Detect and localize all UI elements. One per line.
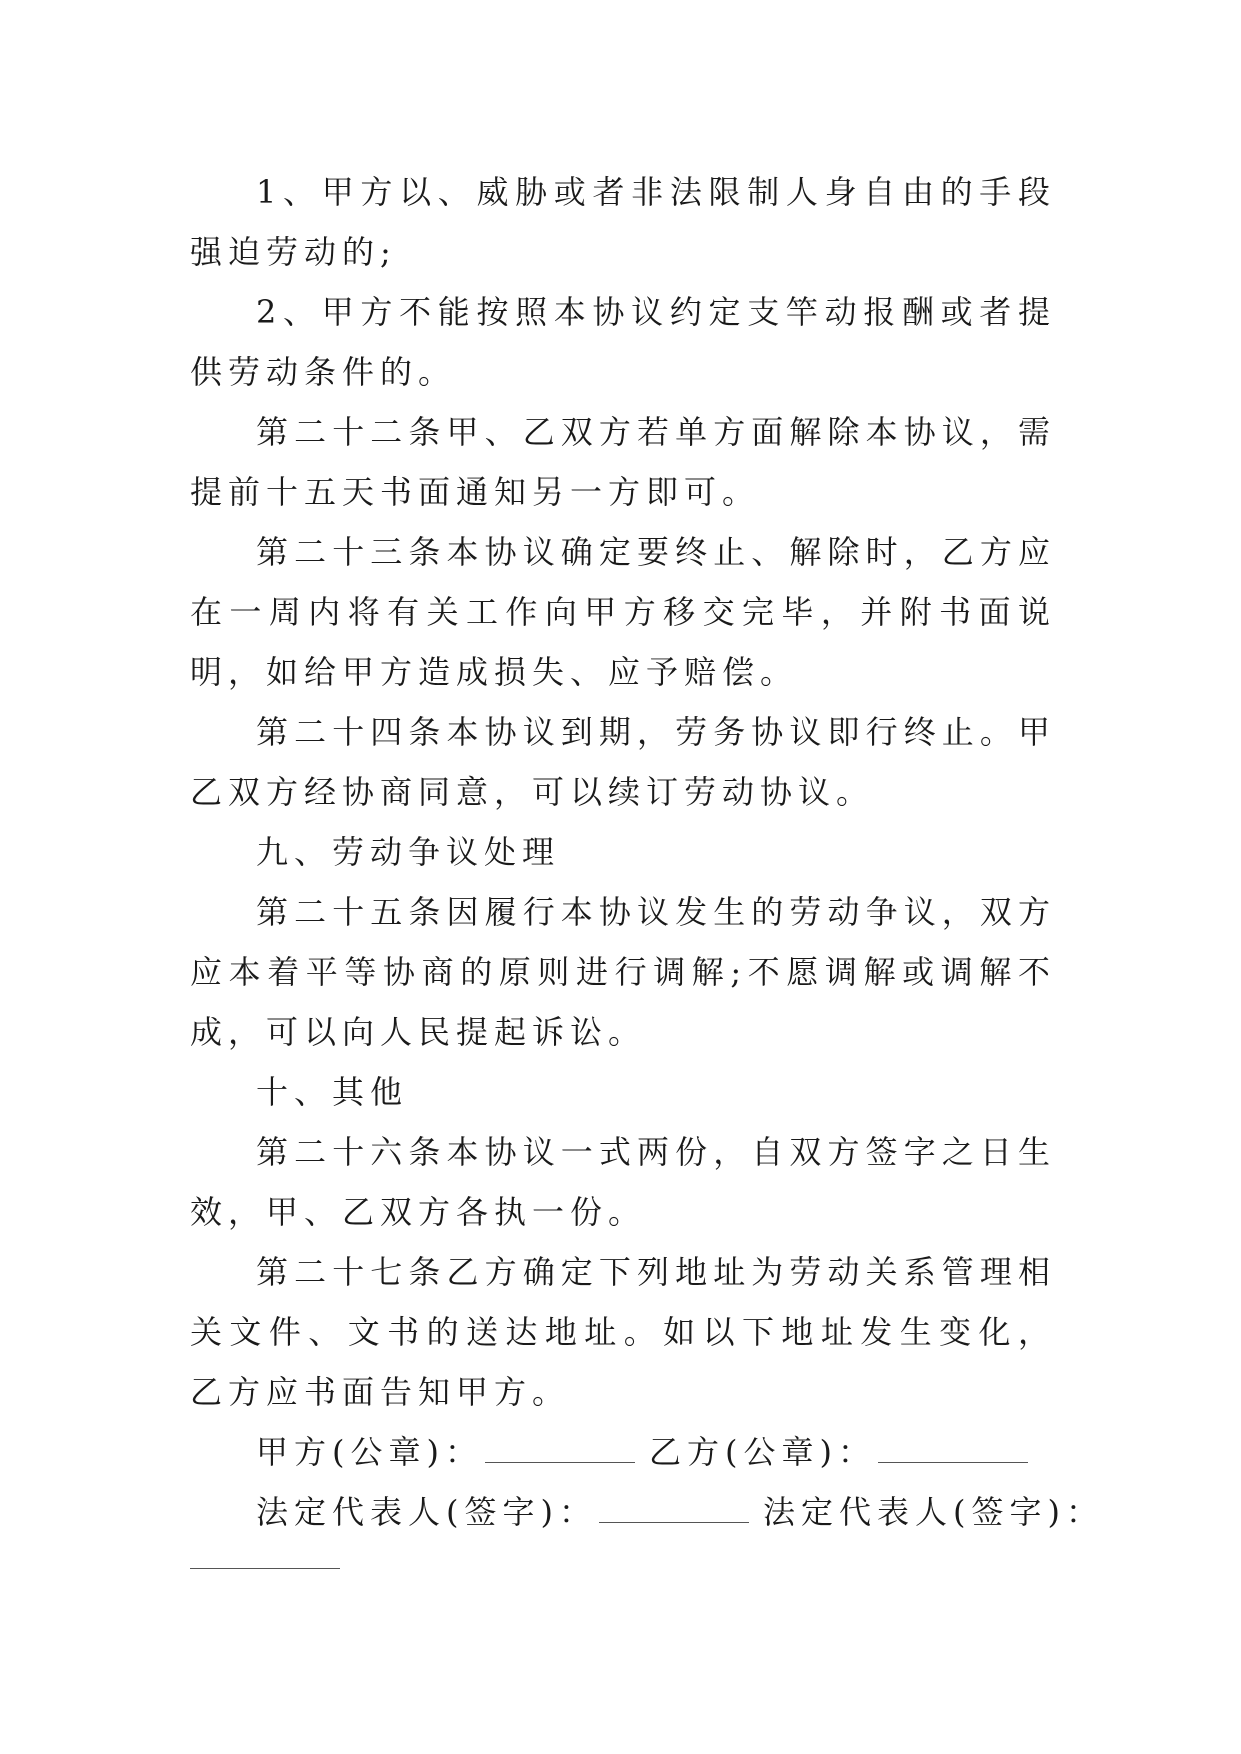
party-a-rep-label: 法定代表人(签字)：: [256, 1493, 597, 1531]
party-a-seal-label: 甲方(公章)：: [256, 1433, 483, 1471]
party-b-seal-label: 乙方(公章)：: [648, 1433, 876, 1471]
article-22-paragraph: 第二十二条甲、乙双方若单方面解除本协议，需提前十五天书面通知另一方即可。: [190, 413, 1056, 511]
document-body: [190, 162, 1104, 1569]
section-heading-dispute: 九、劳动争议处理: [256, 833, 561, 871]
clause-paragraph: 2、甲方不能按照本协议约定支竿动报酬或者提供劳动条件的。: [190, 293, 1056, 391]
article-24-paragraph: 第二十四条本协议到期，劳务协议即行终止。甲乙双方经协商同意，可以续订劳动协议。: [190, 713, 1056, 811]
article-23-paragraph: 第二十三条本协议确定要终止、解除时，乙方应在一周内将有关工作向甲方移交完毕，并附书面说明，如给甲方造成损失、应予赔偿。: [190, 533, 1056, 691]
party-a-seal-blank: [485, 1440, 635, 1463]
article-27-paragraph: 第二十七条乙方确定下列地址为劳动关系管理相关文件、文书的送达地址。如以下地址发生变化，乙方应书面告知甲方。: [190, 1253, 1056, 1411]
representative-signature-row: [190, 1482, 1104, 1542]
seal-signature-row: [190, 1422, 1056, 1482]
party-b-rep-label: 法定代表人(签字)：: [762, 1493, 1104, 1531]
party-a-rep-blank: [599, 1500, 749, 1523]
article-25-paragraph: 第二十五条因履行本协议发生的劳动争议，双方应本着平等协商的原则进行调解;不愿调解或调解不成，可以向人民提起诉讼。: [190, 893, 1056, 1051]
article-26-paragraph: 第二十六条本协议一式两份，自双方签字之日生效，甲、乙双方各执一份。: [190, 1133, 1056, 1231]
party-b-seal-blank: [878, 1440, 1028, 1463]
clause-paragraph: 1、甲方以、威胁或者非法限制人身自由的手段强迫劳动的;: [190, 173, 1056, 271]
party-b-rep-blank: [190, 1542, 340, 1569]
section-heading-other: 十、其他: [256, 1073, 409, 1111]
